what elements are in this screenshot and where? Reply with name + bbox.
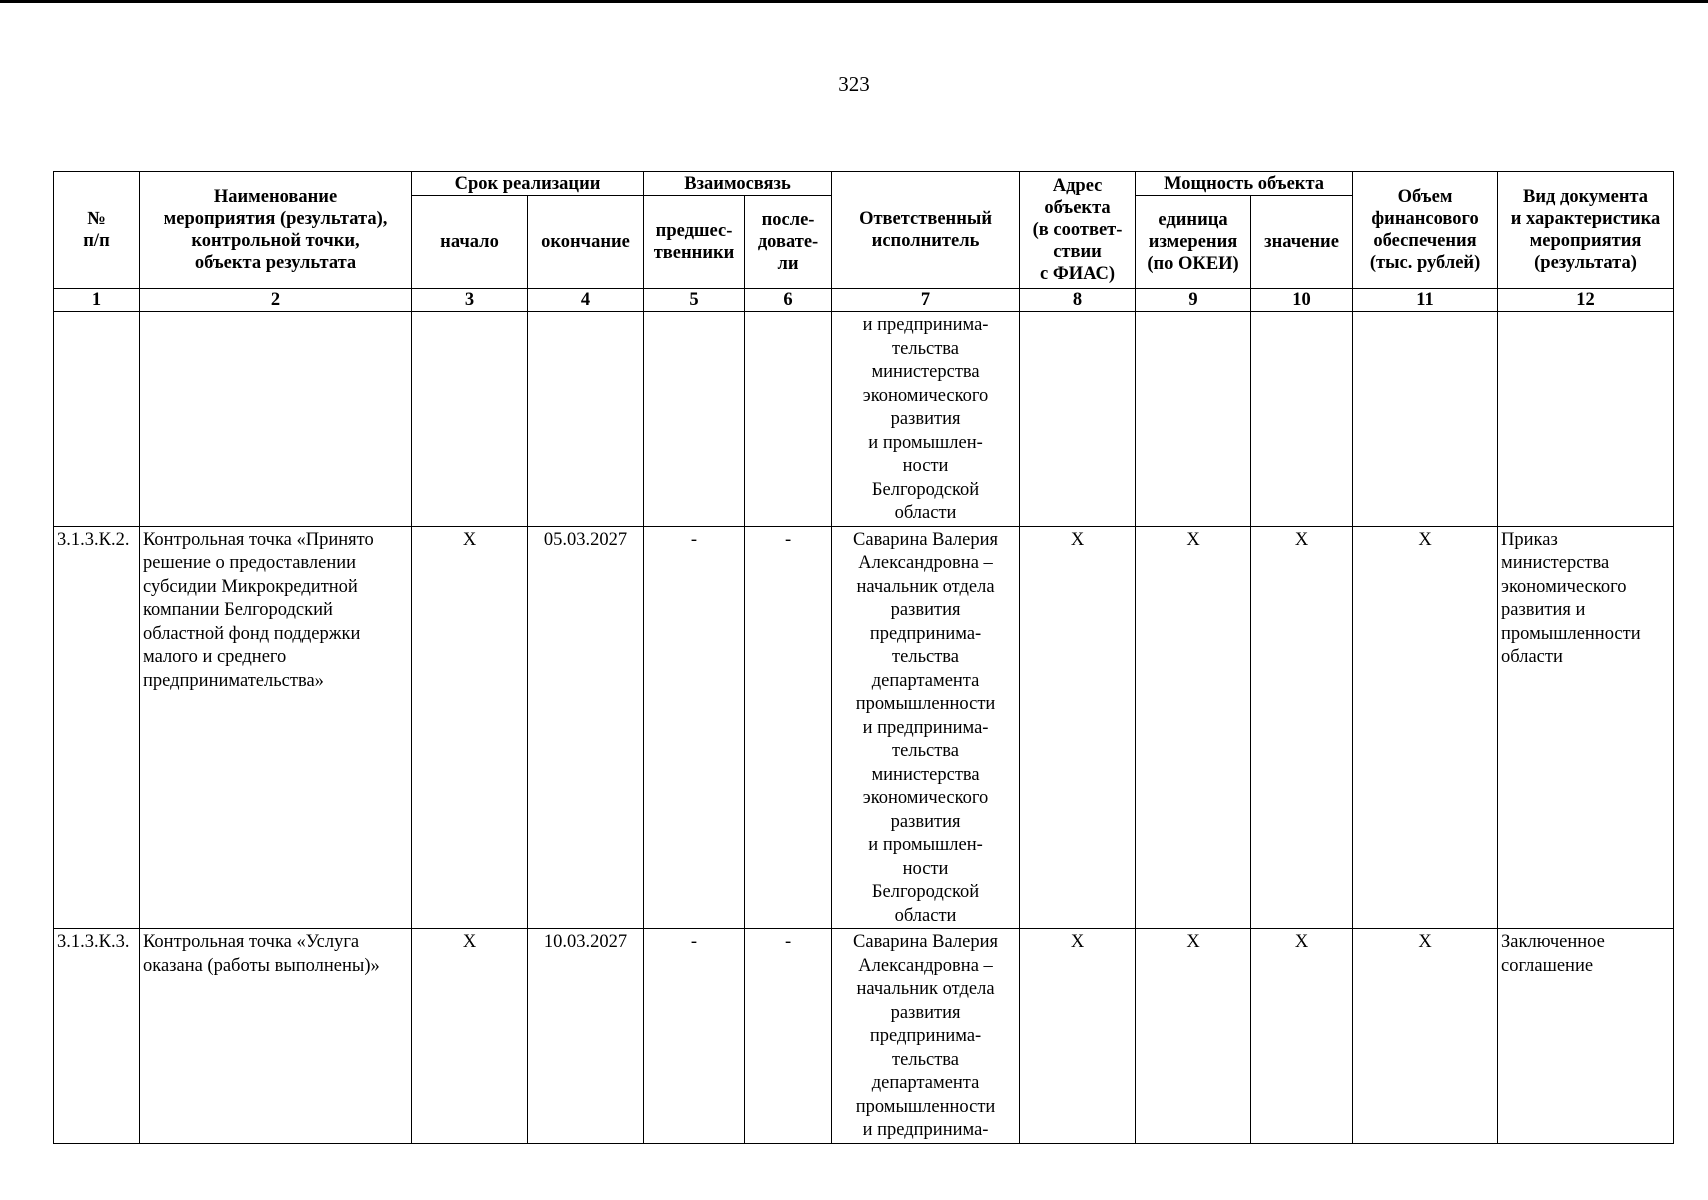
header-num: № п/п (54, 172, 140, 289)
cell-value: X (1251, 526, 1353, 929)
cell-successors: - (745, 929, 832, 1144)
cell-doc (1498, 312, 1674, 527)
cell-name: Контрольная точка «Принято решение о предоставлении субсидии Микрокредитной компании Белгородский областной фонд поддержки малого и среднего предпринимательства» (140, 526, 412, 929)
cell-name (140, 312, 412, 527)
cell-responsible: Саварина Валерия Александровна – начальник отдела развития предпринима- тельства департамента промышленности и предпринима- (832, 929, 1020, 1144)
cell-start: X (412, 526, 528, 929)
cell-unit: X (1136, 526, 1251, 929)
table-row-continuation (54, 312, 1674, 527)
column-number: 3 (412, 289, 528, 312)
cell-address: X (1020, 929, 1136, 1144)
cell-end: 05.03.2027 (528, 526, 644, 929)
cell-doc: Приказ министерства экономического развития и промышленности области (1498, 526, 1674, 929)
page-number: 323 (838, 72, 870, 96)
cell-predecessors (644, 312, 745, 527)
header-responsible: Ответственный исполнитель (832, 172, 1020, 289)
header-successors: после- довате- ли (745, 196, 832, 289)
cell-num: 3.1.3.К.3. (54, 929, 140, 1144)
column-number: 9 (1136, 289, 1251, 312)
cell-successors (745, 312, 832, 527)
cell-unit: X (1136, 929, 1251, 1144)
cell-start: X (412, 929, 528, 1144)
cell-end (528, 312, 644, 527)
column-number: 1 (54, 289, 140, 312)
column-number: 7 (832, 289, 1020, 312)
cell-start (412, 312, 528, 527)
plan-table (53, 171, 1674, 1144)
header-unit: единица измерения (по ОКЕИ) (1136, 196, 1251, 289)
table-row (54, 929, 1674, 1144)
header-group-capacity: Мощность объекта (1136, 172, 1353, 196)
table-row (54, 526, 1674, 929)
column-number: 12 (1498, 289, 1674, 312)
cell-num: 3.1.3.К.2. (54, 526, 140, 929)
column-number: 4 (528, 289, 644, 312)
cell-num (54, 312, 140, 527)
cell-finance: X (1353, 526, 1498, 929)
header-finance: Объем финансового обеспечения (тыс. рублей) (1353, 172, 1498, 289)
header-address: Адрес объекта (в соответ- ствии с ФИАС) (1020, 172, 1136, 289)
header-group-link: Взаимосвязь (644, 172, 832, 196)
cell-finance (1353, 312, 1498, 527)
header-group-term: Срок реализации (412, 172, 644, 196)
header-value: значение (1251, 196, 1353, 289)
column-number: 11 (1353, 289, 1498, 312)
cell-name: Контрольная точка «Услуга оказана (работы выполнены)» (140, 929, 412, 1144)
header-predecessors: предшес- твенники (644, 196, 745, 289)
cell-end: 10.03.2027 (528, 929, 644, 1144)
cell-address: X (1020, 526, 1136, 929)
cell-responsible: Саварина Валерия Александровна – начальник отдела развития предпринима- тельства департамента промышленности и предпринима- тельства министерства экономического развития и промышлен- ности Белгородской области (832, 526, 1020, 929)
column-number: 6 (745, 289, 832, 312)
header-start: начало (412, 196, 528, 289)
cell-responsible: и предпринима- тельства министерства экономического развития и промышлен- ности Белгородской области (832, 312, 1020, 527)
top-border-line (0, 0, 1708, 3)
cell-successors: - (745, 526, 832, 929)
cell-predecessors: - (644, 929, 745, 1144)
cell-finance: X (1353, 929, 1498, 1144)
cell-predecessors: - (644, 526, 745, 929)
column-number: 8 (1020, 289, 1136, 312)
column-number: 2 (140, 289, 412, 312)
cell-value: X (1251, 929, 1353, 1144)
column-number: 10 (1251, 289, 1353, 312)
header-doc: Вид документа и характеристика мероприятия (результата) (1498, 172, 1674, 289)
cell-value (1251, 312, 1353, 527)
cell-address (1020, 312, 1136, 527)
column-number: 5 (644, 289, 745, 312)
header-end: окончание (528, 196, 644, 289)
cell-unit (1136, 312, 1251, 527)
header-name: Наименование мероприятия (результата), контрольной точки, объекта результата (140, 172, 412, 289)
cell-doc: Заключенное соглашение (1498, 929, 1674, 1144)
